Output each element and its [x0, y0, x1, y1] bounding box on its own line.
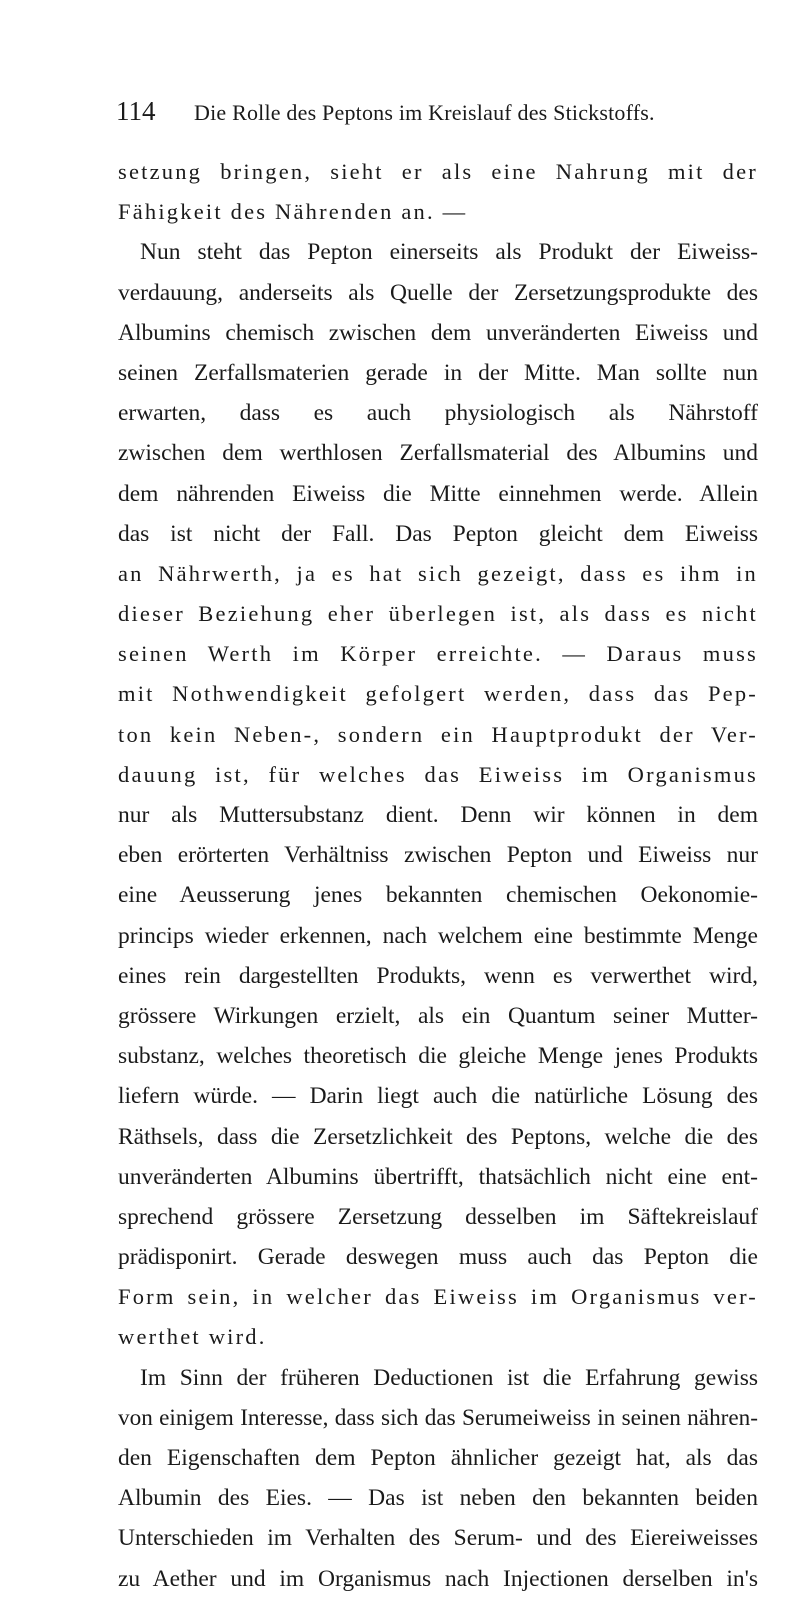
- text-line: Im Sinn der früheren Deductionen ist die Erfahrung gewiss: [140, 1364, 758, 1391]
- text-line: erwarten, dass es auch physiologisch als Nährstoff: [118, 400, 758, 427]
- text-line: Albumins chemisch zwischen dem unveränderten Eiweiss und: [118, 319, 758, 346]
- text-line: zwischen dem werthlosen Zerfallsmaterial des Albumins und: [118, 440, 758, 467]
- text-line: grössere Wirkungen erzielt, als ein Quantum seiner Mutter-: [118, 1002, 758, 1029]
- running-title: Die Rolle des Peptons im Kreislauf des Stickstoffs.: [194, 100, 655, 125]
- text-line: liefern würde. — Darin liegt auch die natürliche Lösung des: [118, 1083, 758, 1110]
- text-line: dieser Beziehung eher überlegen ist, als dass es nicht: [118, 601, 758, 627]
- text-line: unveränderten Albumins übertrifft, thatsächlich nicht eine ent-: [118, 1163, 758, 1190]
- text-line: eines rein dargestellten Produkts, wenn es verwerthet wird,: [118, 962, 758, 989]
- text-line: substanz, welches theoretisch die gleiche Menge jenes Produkts: [118, 1043, 758, 1070]
- text-line: Nun steht das Pepton einerseits als Produkt der Eiweiss-: [140, 239, 758, 266]
- text-line: ton kein Neben-, sondern ein Hauptprodukt der Ver-: [118, 721, 758, 747]
- text-line: princips wieder erkennen, nach welchem eine bestimmte Menge: [118, 922, 758, 949]
- text-line: Räthsels, dass die Zersetzlichkeit des Peptons, welche die des: [118, 1123, 758, 1150]
- text-line: sprechend grössere Zersetzung desselben im Säftekreislauf: [118, 1203, 758, 1230]
- page-header: [116, 96, 756, 136]
- text-line: Albumin des Eies. — Das ist neben den bekannten beiden: [118, 1485, 758, 1512]
- text-line: Unterschieden im Verhalten des Serum- und des Eiereiweisses: [118, 1525, 758, 1552]
- text-line: von einigem Interesse, dass sich das Serumeiweiss in seinen nähren-: [118, 1404, 758, 1431]
- page-number: 114: [116, 96, 156, 126]
- text-line: verdauung, anderseits als Quelle der Zersetzungsprodukte des: [118, 279, 758, 306]
- text-line: zu Aether und im Organismus nach Injectionen derselben in's: [118, 1565, 758, 1592]
- text-line: das ist nicht der Fall. Das Pepton gleicht dem Eiweiss: [118, 520, 758, 547]
- text-line: seinen Werth im Körper erreichte. — Daraus muss: [118, 641, 758, 667]
- text-line: dem nährenden Eiweiss die Mitte einnehmen werde. Allein: [118, 480, 758, 507]
- text-line: dauung ist, für welches das Eiweiss im Organismus: [118, 761, 758, 787]
- text-line: eine Aeusserung jenes bekannten chemischen Oekonomie-: [118, 882, 758, 909]
- text-line: seinen Zerfallsmaterien gerade in der Mitte. Man sollte nun: [118, 359, 758, 386]
- text-line: Fähigkeit des Nährenden an. —: [118, 199, 468, 225]
- text-line: prädisponirt. Gerade deswegen muss auch das Pepton die: [118, 1244, 758, 1271]
- body-text: [118, 152, 758, 1599]
- text-line: setzung bringen, sieht er als eine Nahrung mit der: [118, 159, 758, 184]
- text-line: eben erörterten Verhältniss zwischen Pepton und Eiweiss nur: [118, 842, 758, 869]
- text-line: nur als Muttersubstanz dient. Denn wir können in dem: [118, 802, 758, 828]
- text-line: den Eigenschaften dem Pepton ähnlicher gezeigt hat, als das: [118, 1445, 758, 1471]
- text-line: werthet wird.: [118, 1324, 267, 1350]
- text-line: mit Nothwendigkeit gefolgert werden, dass das Pep-: [118, 681, 758, 707]
- text-line: an Nährwerth, ja es hat sich gezeigt, dass es ihm in: [118, 560, 758, 586]
- text-line: Form sein, in welcher das Eiweiss im Organismus ver-: [118, 1284, 758, 1310]
